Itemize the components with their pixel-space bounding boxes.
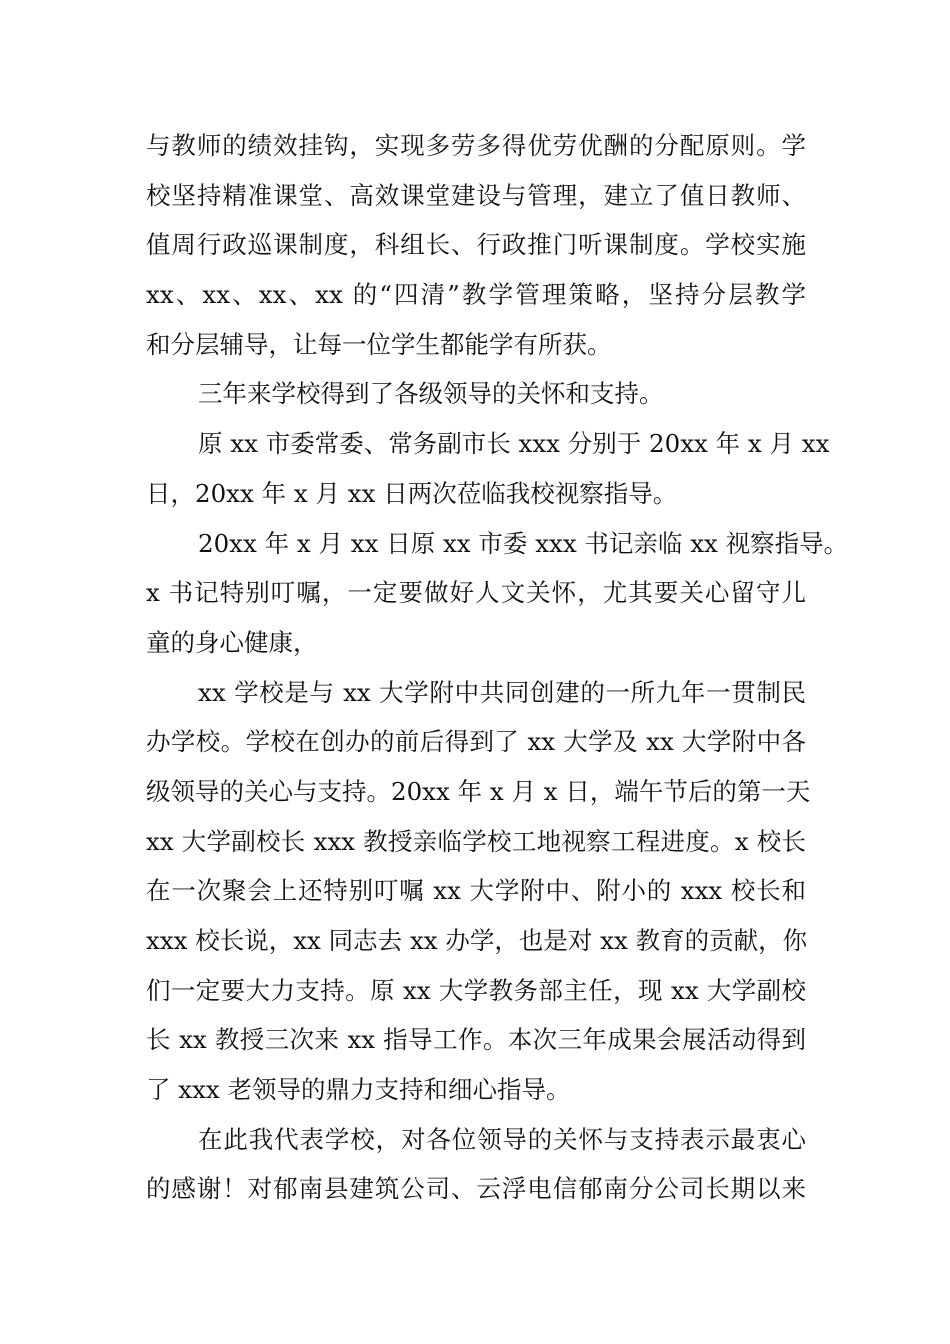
text-line: 童的身心健康， bbox=[146, 627, 318, 657]
text-line: 值周行政巡课制度，科组长、行政推门听课制度。学校实施 bbox=[146, 230, 806, 260]
text-line: 日，20xx 年 x 月 xx 日两次莅临我校视察指导。 bbox=[146, 478, 678, 508]
paragraph-start-line: 原 xx 市委常委、常务副市长 xxx 分别于 20xx 年 x 月 xx bbox=[198, 429, 830, 459]
paragraph-start-line: 在此我代表学校，对各位领导的关怀与支持表示最衷心 bbox=[198, 1124, 806, 1154]
text-line: 长 xx 教授三次来 xx 指导工作。本次三年成果会展活动得到 bbox=[146, 1025, 806, 1055]
text-line: 级领导的关心与支持。20xx 年 x 月 x 日，端午节后的第一天 bbox=[146, 776, 811, 806]
paragraph-start-line: xx 学校是与 xx 大学附中共同创建的一所九年一贯制民 bbox=[198, 677, 806, 707]
text-line: 了 xxx 老领导的鼎力支持和细心指导。 bbox=[146, 1075, 571, 1105]
text-line: 们一定要大力支持。原 xx 大学教务部主任，现 xx 大学副校 bbox=[146, 975, 806, 1005]
paragraph-start-line: 20xx 年 x 月 xx 日原 xx 市委 xxx 书记亲临 xx 视察指导。 bbox=[198, 528, 849, 558]
document-body bbox=[146, 121, 849, 1214]
text-line: xxx 校长说，xx 同志去 xx 办学，也是对 xx 教育的贡献，你 bbox=[146, 926, 808, 955]
text-line: 办学校。学校在创办的前后得到了 xx 大学及 xx 大学附中各 bbox=[146, 727, 806, 757]
text-line: 和分层辅导，让每一位学生都能学有所获。 bbox=[146, 329, 612, 359]
text-line: x 书记特别叮嘱，一定要做好人文关怀，尤其要关心留守儿 bbox=[146, 578, 806, 608]
text-line: xx、xx、xx、xx 的“四清”教学管理策略，坚持分层教学 bbox=[146, 280, 806, 310]
text-line: 的感谢！对郁南县建筑公司、云浮电信郁南分公司长期以来 bbox=[146, 1174, 806, 1204]
text-line: 校坚持精准课堂、高效课堂建设与管理，建立了值日教师、 bbox=[146, 180, 806, 210]
text-line: 与教师的绩效挂钩，实现多劳多得优劳优酬的分配原则。学 bbox=[146, 131, 806, 160]
paragraph-start-line: 三年来学校得到了各级领导的关怀和支持。 bbox=[198, 379, 664, 409]
text-line: 在一次聚会上还特别叮嘱 xx 大学附中、附小的 xxx 校长和 bbox=[146, 876, 806, 906]
text-line: xx 大学副校长 xxx 教授亲临学校工地视察工程进度。x 校长 bbox=[146, 826, 806, 856]
